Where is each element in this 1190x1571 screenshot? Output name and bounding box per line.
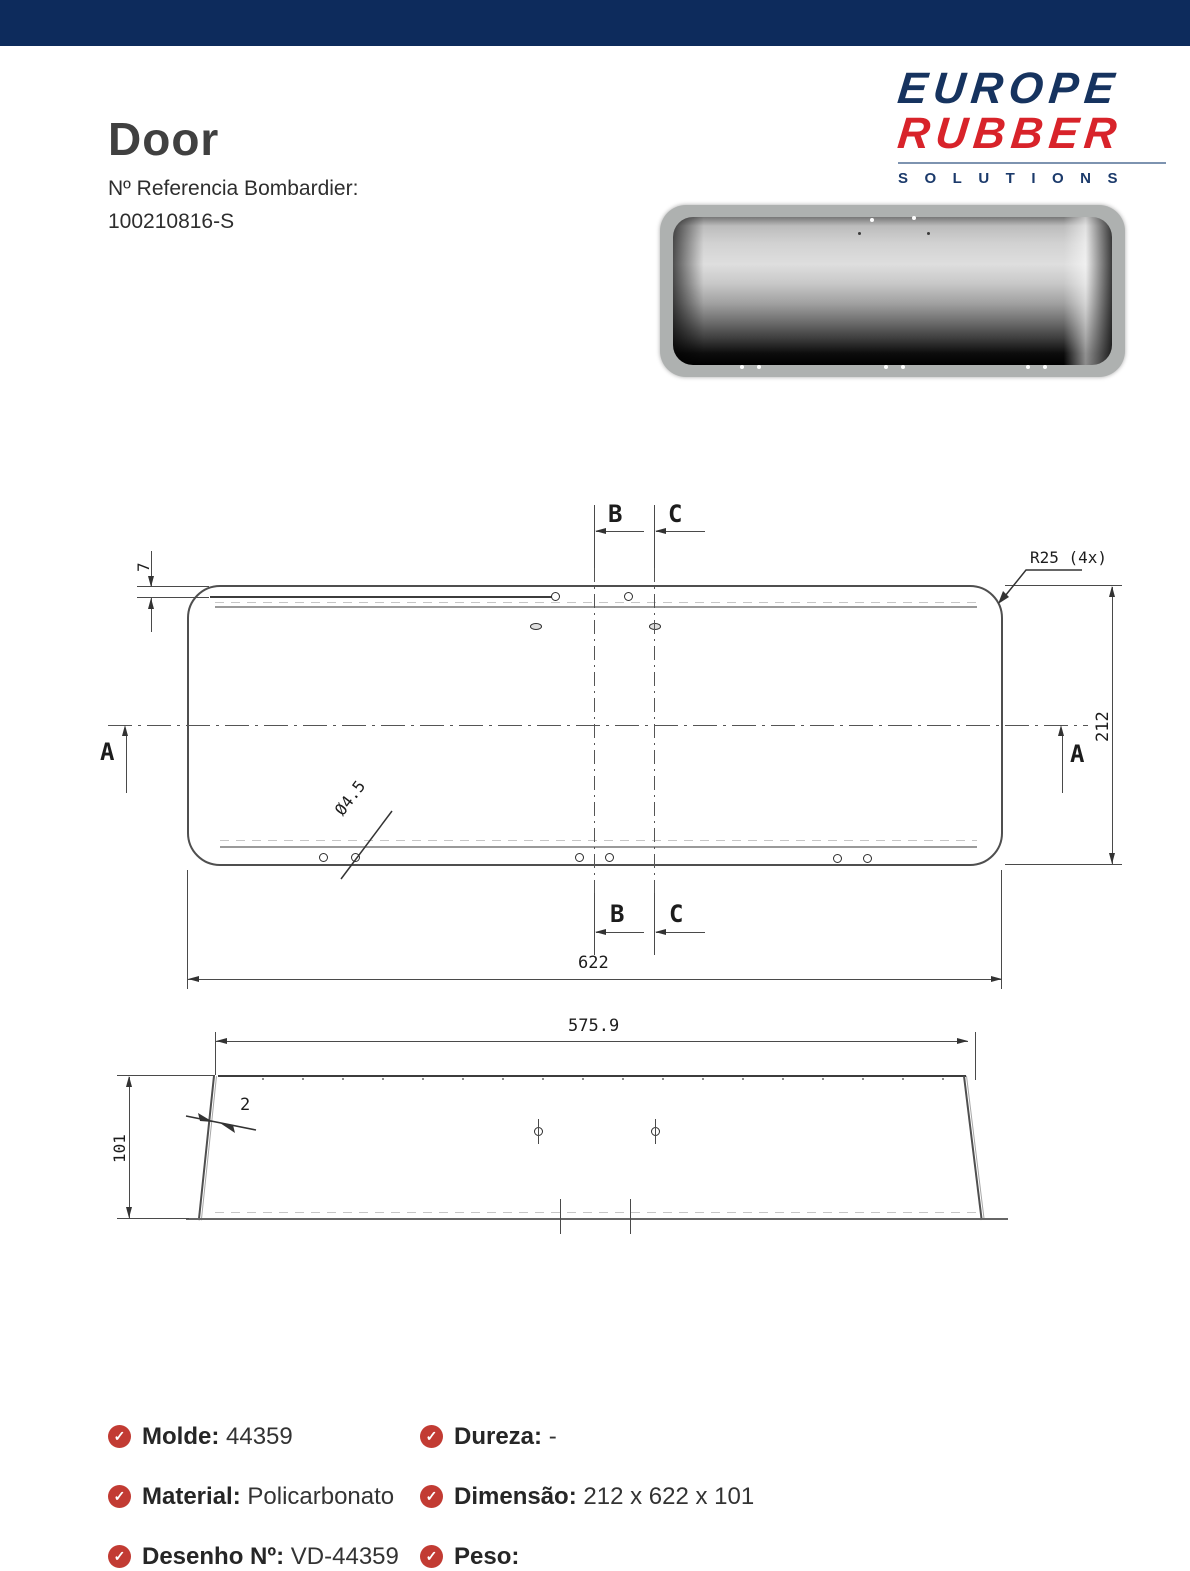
logo-word-europe: EUROPE [895, 64, 1123, 113]
spec-molde-label: Molde: [142, 1423, 220, 1450]
dim-101-text: 101 [110, 1134, 129, 1163]
spec-dureza-value: - [548, 1423, 557, 1450]
spec-material-value: Policarbonato [247, 1483, 395, 1510]
reference-label: Nº Referencia Bombardier: [108, 177, 359, 200]
hole-diameter-label: Ø4.5 [330, 776, 370, 819]
logo-word-solutions: SOLUTIONS [898, 170, 1135, 187]
dim-7-text: 7 [134, 562, 153, 572]
check-icon: ✓ [420, 1545, 443, 1568]
check-icon: ✓ [108, 1545, 131, 1568]
check-icon: ✓ [108, 1425, 131, 1448]
section-b-label: B [610, 900, 625, 928]
page-title: Door [108, 113, 220, 165]
spec-dimensao-value: 212 x 622 x 101 [583, 1483, 755, 1510]
spec-dimensao-label: Dimensão: [454, 1483, 577, 1510]
spec-material [142, 1483, 394, 1511]
spec-desenho [142, 1543, 399, 1571]
check-icon: ✓ [108, 1485, 131, 1508]
section-b-label: B [608, 500, 623, 528]
dim-5759-text: 575.9 [568, 1016, 620, 1036]
dim-212-text: 212 [1093, 711, 1113, 742]
spec-desenho-value: VD-44359 [290, 1543, 399, 1570]
spec-dureza [454, 1423, 557, 1451]
spec-peso [454, 1543, 519, 1571]
corner-radius-label: R25 (4x) [1030, 548, 1108, 567]
spec-molde-value: 44359 [226, 1423, 293, 1450]
spec-dimensao [454, 1483, 754, 1511]
section-a-label: A [100, 738, 115, 766]
check-icon: ✓ [420, 1485, 443, 1508]
section-c-label: C [669, 900, 684, 928]
section-c-label: C [668, 500, 683, 528]
spec-material-label: Material: [142, 1483, 241, 1510]
spec-dureza-label: Dureza: [454, 1423, 543, 1450]
logo-word-rubber: RUBBER [895, 109, 1125, 158]
spec-molde [142, 1423, 293, 1451]
check-icon: ✓ [420, 1425, 443, 1448]
reference-value: 100210816-S [108, 210, 235, 233]
section-a-label: A [1070, 740, 1085, 768]
spec-peso-label: Peso: [454, 1543, 520, 1570]
spec-desenho-label: Desenho Nº: [142, 1543, 285, 1570]
dim-622-text: 622 [578, 953, 609, 973]
dim-2-text: 2 [240, 1095, 251, 1115]
